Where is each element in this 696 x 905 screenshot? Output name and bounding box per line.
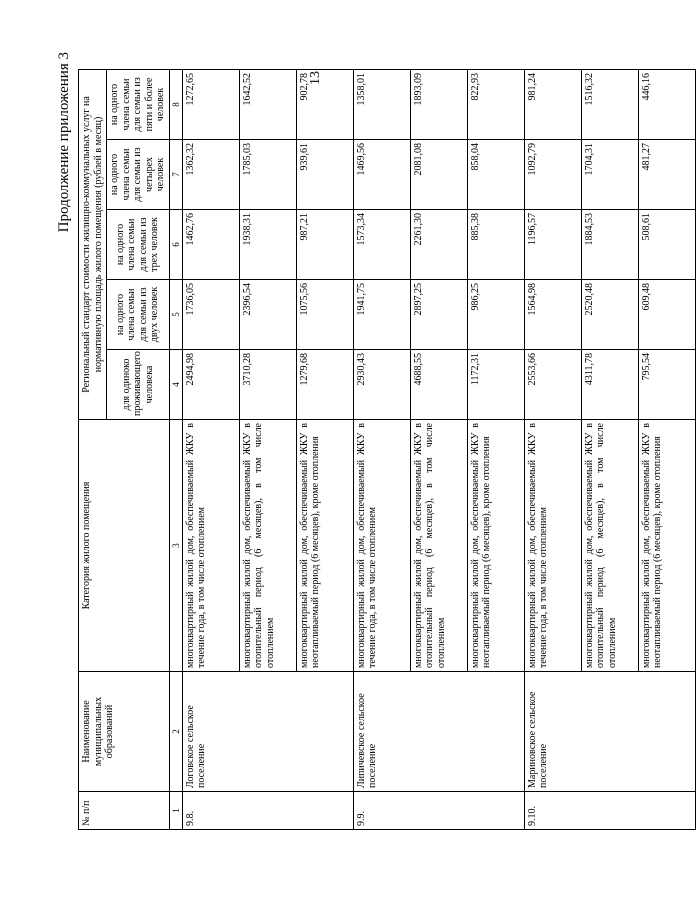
value-five: 822,93 [467,69,524,139]
subheader-two: на одного члена семьи для семьи из двух человек [107,280,170,350]
value-single: 2494,98 [182,350,239,420]
header-category: Категория жилого помещения [79,420,170,672]
row-number: 9.8. [182,792,353,830]
column-number: 8 [169,69,182,139]
value-four: 858,04 [467,140,524,210]
header-group: Региональный стандарт стоимости жилищно-коммунальных услуг на нормативную площадь жилого помещения (рублей в месяц) [79,69,107,419]
value-single: 2930,43 [353,350,410,420]
column-number: 1 [169,792,182,830]
value-two: 1564,98 [524,280,581,350]
housing-category: многоквартирный жилой дом, обеспечиваемый ЖКУ в отопительный период (6 месяцев), в том числе отоплением [410,420,467,672]
value-four: 939,61 [296,140,353,210]
table-row [182,69,239,829]
value-four: 1704,31 [581,140,638,210]
column-number: 4 [169,350,182,420]
column-number: 7 [169,140,182,210]
value-three: 1196,57 [524,210,581,280]
value-two: 1941,75 [353,280,410,350]
value-three: 987,21 [296,210,353,280]
value-five: 1358,01 [353,69,410,139]
value-three: 508,61 [638,210,695,280]
column-numbers-row [169,69,182,829]
page-number: 13 [308,71,323,85]
table-row [524,69,581,829]
appendix-label: Продолжение приложения 3 [56,52,72,233]
value-single: 2553,66 [524,350,581,420]
table-row [353,69,410,829]
housing-category: многоквартирный жилой дом, обеспечиваемый ЖКУ в неотапливаемый период (6 месяцев), кроме отопления [638,420,695,672]
subheader-single: для одиноко проживающего человека [107,350,170,420]
subheader-four: на одного члена семьи для семьи из четырех человек [107,140,170,210]
column-number: 6 [169,210,182,280]
housing-category: многоквартирный жилой дом, обеспечиваемый ЖКУ в течение года, в том числе отоплением [524,420,581,672]
value-single: 1172,31 [467,350,524,420]
subheader-five: на одного члена семьи для семьи из пяти и более человек [107,69,170,139]
value-five: 1893,09 [410,69,467,139]
value-three: 885,38 [467,210,524,280]
value-three: 1884,53 [581,210,638,280]
row-number: 9.10. [524,792,695,830]
housing-category: многоквартирный жилой дом, обеспечиваемый ЖКУ в течение года, в том числе отоплением [182,420,239,672]
value-two: 986,25 [467,280,524,350]
value-three: 1938,31 [239,210,296,280]
value-five: 902,78 [296,69,353,139]
subheader-three: на одного члена семьи для семьи из трех человек [107,210,170,280]
header-name: Наименование муниципальных образований [79,672,170,792]
housing-category: многоквартирный жилой дом, обеспечиваемый ЖКУ в отопительный период (6 месяцев), в том числе отоплением [581,420,638,672]
value-two: 1075,56 [296,280,353,350]
value-two: 1736,05 [182,280,239,350]
settlement-name: Липичевское сельское поселение [353,672,524,792]
value-four: 1092,79 [524,140,581,210]
value-four: 481,27 [638,140,695,210]
column-number: 3 [169,420,182,672]
value-three: 1573,34 [353,210,410,280]
value-single: 3710,28 [239,350,296,420]
value-five: 1272,65 [182,69,239,139]
settlement-name: Логовское сельское поселение [182,672,353,792]
value-three: 1462,76 [182,210,239,280]
value-four: 2081,08 [410,140,467,210]
cost-standard-table [78,69,696,830]
housing-category: многоквартирный жилой дом, обеспечиваемый ЖКУ в течение года, в том числе отоплением [353,420,410,672]
value-five: 1642,52 [239,69,296,139]
value-two: 2520,48 [581,280,638,350]
column-number: 2 [169,672,182,792]
value-five: 446,16 [638,69,695,139]
value-two: 609,48 [638,280,695,350]
row-number: 9.9. [353,792,524,830]
housing-category: многоквартирный жилой дом, обеспечиваемый ЖКУ в неотапливаемый период (6 месяцев), кроме отопления [296,420,353,672]
column-number: 5 [169,280,182,350]
value-three: 2261,30 [410,210,467,280]
value-single: 4311,78 [581,350,638,420]
value-two: 2396,54 [239,280,296,350]
value-five: 1516,32 [581,69,638,139]
value-single: 795,54 [638,350,695,420]
settlement-name: Мариновское сельское поселение [524,672,695,792]
value-five: 981,24 [524,69,581,139]
value-four: 1362,32 [182,140,239,210]
value-two: 2897,25 [410,280,467,350]
rotated-sheet [56,40,664,830]
value-single: 4688,55 [410,350,467,420]
housing-category: многоквартирный жилой дом, обеспечиваемый ЖКУ в отопительный период (6 месяцев), в том числе отоплением [239,420,296,672]
value-single: 1279,68 [296,350,353,420]
header-num: № п/п [79,792,170,830]
header-row [79,69,107,829]
housing-category: многоквартирный жилой дом, обеспечиваемый ЖКУ в неотапливаемый период (6 месяцев), кроме отопления [467,420,524,672]
value-four: 1785,03 [239,140,296,210]
value-four: 1469,56 [353,140,410,210]
